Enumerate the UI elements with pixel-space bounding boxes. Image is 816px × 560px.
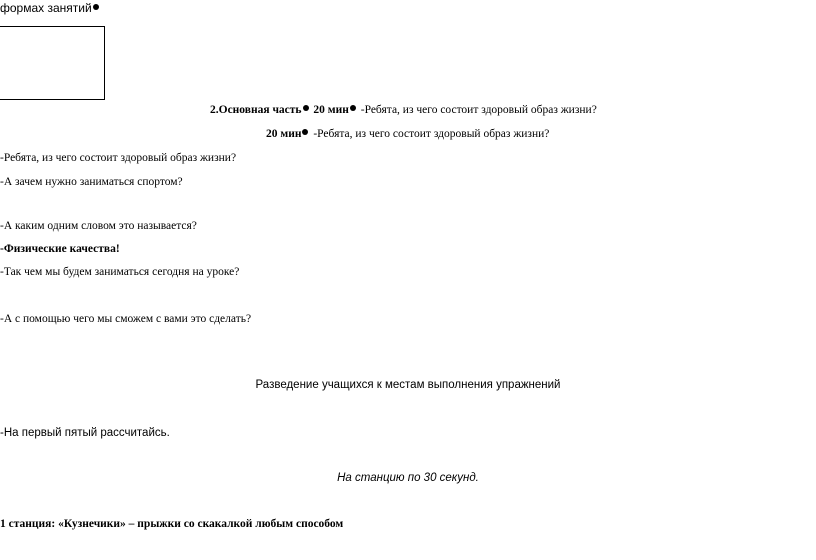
top-text-fragment — [0, 1, 101, 15]
section-question: -Ребята, из чего состоит здоровый образ жизни? — [360, 104, 597, 116]
bullet-dot-icon — [302, 129, 308, 135]
station-timing-note: На станцию по 30 секунд. — [337, 472, 479, 484]
section-subheading — [266, 127, 549, 141]
bullet-dot-icon — [303, 105, 309, 111]
image-placeholder-box — [0, 26, 105, 100]
text-line-1: -Ребята, из чего состоит здоровый образ жизни? — [0, 152, 237, 164]
text-line-6: -А с помощью чего мы сможем с вами это сделать? — [0, 313, 252, 325]
station-1-line: 1 станция: «Кузнечики» – прыжки со скакалкой любым способом — [0, 518, 344, 530]
top-fragment-text: формах занятий — [0, 1, 92, 15]
subheading-time: 20 мин — [266, 128, 302, 140]
section-heading — [210, 103, 597, 117]
center-note: Разведение учащихся к местам выполнения упражнений — [255, 379, 561, 391]
bullet-dot-icon — [93, 4, 99, 10]
text-line-4: -Физические качества! — [0, 243, 120, 255]
text-line-5: -Так чем мы будем заниматься сегодня на уроке? — [0, 266, 240, 278]
subheading-question: -Ребята, из чего состоит здоровый образ жизни? — [313, 128, 550, 140]
text-line-2: -А зачем нужно заниматься спортом? — [0, 176, 183, 188]
text-line-3: -А каким одним словом это называется? — [0, 220, 197, 232]
section-time: 20 мин — [313, 104, 349, 116]
bullet-dot-icon — [350, 105, 356, 111]
count-off-line: -На первый пятый рассчитайсь. — [0, 427, 170, 439]
section-title: 2.Основная часть — [210, 104, 302, 116]
